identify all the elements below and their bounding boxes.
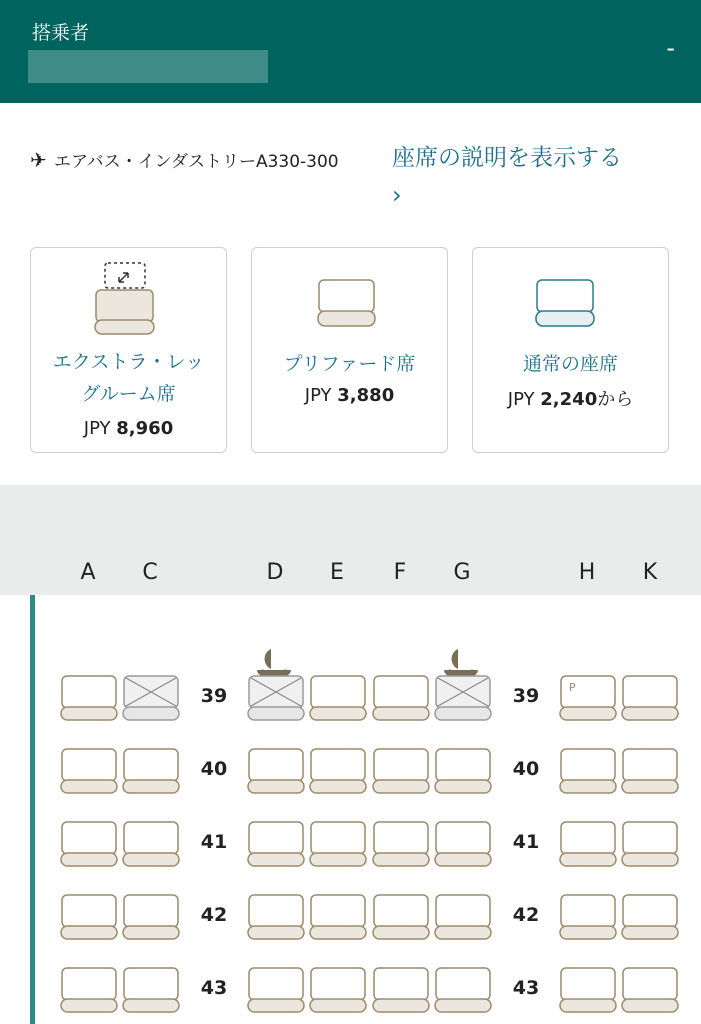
column-label: E bbox=[330, 560, 344, 585]
seat-43A[interactable] bbox=[60, 937, 118, 1017]
passenger-header[interactable] bbox=[0, 0, 701, 103]
seat-43G[interactable] bbox=[434, 937, 492, 1017]
seat-40K[interactable] bbox=[621, 718, 679, 798]
card-amount: 8,960 bbox=[116, 418, 174, 439]
card-currency: JPY bbox=[83, 418, 111, 439]
seat-39C bbox=[122, 645, 180, 725]
seat-39D bbox=[247, 645, 305, 725]
row-number: 41 bbox=[200, 831, 228, 853]
seat-43E[interactable] bbox=[309, 937, 367, 1017]
seat-type-card-extra-legroom[interactable] bbox=[30, 247, 227, 453]
seat-42H[interactable] bbox=[559, 864, 617, 944]
seat-label: P bbox=[569, 681, 576, 694]
row-number: 39 bbox=[512, 685, 540, 707]
seat-40D[interactable] bbox=[247, 718, 305, 798]
standard-seat-icon bbox=[473, 248, 670, 348]
chevron-right-icon: › bbox=[392, 181, 402, 209]
seat-42G[interactable] bbox=[434, 864, 492, 944]
column-label: D bbox=[266, 560, 284, 585]
seat-43K[interactable] bbox=[621, 937, 679, 1017]
seat-42A[interactable] bbox=[60, 864, 118, 944]
card-title: プリファード席 bbox=[283, 353, 416, 375]
seat-42D[interactable] bbox=[247, 864, 305, 944]
card-title-line2: グルーム席 bbox=[81, 383, 176, 405]
aircraft-name: エアバス・インダストリーA330-300 bbox=[54, 152, 339, 172]
seat-42F[interactable] bbox=[372, 864, 430, 944]
seat-39K[interactable] bbox=[621, 645, 679, 725]
seat-40E[interactable] bbox=[309, 718, 367, 798]
row-number: 40 bbox=[512, 758, 540, 780]
seat-40G[interactable] bbox=[434, 718, 492, 798]
collapse-toggle[interactable]: - bbox=[666, 34, 675, 62]
seat-39F[interactable] bbox=[372, 645, 430, 725]
aircraft-info bbox=[30, 140, 375, 182]
seat-42E[interactable] bbox=[309, 864, 367, 944]
seat-40F[interactable] bbox=[372, 718, 430, 798]
column-label: A bbox=[80, 560, 96, 585]
card-title: 通常の座席 bbox=[522, 353, 618, 375]
expand-icon bbox=[119, 273, 128, 282]
plane-icon: ✈ bbox=[30, 148, 47, 172]
seat-42C[interactable] bbox=[122, 864, 180, 944]
seat-43D[interactable] bbox=[247, 937, 305, 1017]
bassinet-icon bbox=[444, 649, 478, 679]
seat-39G bbox=[434, 645, 492, 725]
seat-42K[interactable] bbox=[621, 864, 679, 944]
seat-40H[interactable] bbox=[559, 718, 617, 798]
column-label: F bbox=[393, 560, 407, 585]
cabin-section-bar bbox=[30, 595, 35, 1024]
card-price bbox=[473, 385, 668, 411]
seat-41C[interactable] bbox=[122, 791, 180, 871]
row-number: 43 bbox=[200, 977, 228, 999]
seat-39H[interactable] bbox=[559, 645, 617, 725]
seat-legend-link[interactable] bbox=[392, 138, 682, 212]
preferred-seat-icon bbox=[252, 248, 449, 348]
seat-legend-link-label: 座席の説明を表示する bbox=[392, 145, 622, 171]
seat-43H[interactable] bbox=[559, 937, 617, 1017]
seat-41A[interactable] bbox=[60, 791, 118, 871]
seat-41H[interactable] bbox=[559, 791, 617, 871]
passenger-label: 搭乗者 bbox=[32, 22, 90, 44]
column-label: C bbox=[142, 560, 158, 585]
card-suffix: から bbox=[597, 389, 634, 410]
seat-40A[interactable] bbox=[60, 718, 118, 798]
row-number: 42 bbox=[200, 904, 228, 926]
seat-39E[interactable] bbox=[309, 645, 367, 725]
seat-43C[interactable] bbox=[122, 937, 180, 1017]
column-label: K bbox=[642, 560, 658, 585]
card-amount: 2,240 bbox=[540, 389, 598, 410]
seat-41F[interactable] bbox=[372, 791, 430, 871]
card-currency: JPY bbox=[304, 385, 332, 406]
passenger-name-redacted bbox=[28, 50, 268, 83]
seat-type-card-standard[interactable] bbox=[472, 247, 669, 453]
seat-41E[interactable] bbox=[309, 791, 367, 871]
card-currency: JPY bbox=[507, 389, 535, 410]
column-label: G bbox=[453, 560, 471, 585]
seat-41D[interactable] bbox=[247, 791, 305, 871]
row-number: 41 bbox=[512, 831, 540, 853]
row-number: 40 bbox=[200, 758, 228, 780]
card-title-line1: エクストラ・レッ bbox=[52, 351, 205, 373]
seat-39A[interactable] bbox=[60, 645, 118, 725]
bassinet-icon bbox=[257, 649, 291, 679]
seat-type-card-preferred[interactable] bbox=[251, 247, 448, 453]
extra-legroom-seat-icon bbox=[31, 248, 228, 348]
card-price bbox=[252, 385, 447, 406]
card-amount: 3,880 bbox=[337, 385, 395, 406]
row-number: 39 bbox=[200, 685, 228, 707]
seat-41G[interactable] bbox=[434, 791, 492, 871]
seat-40C[interactable] bbox=[122, 718, 180, 798]
card-price bbox=[31, 418, 226, 439]
seat-43F[interactable] bbox=[372, 937, 430, 1017]
row-number: 42 bbox=[512, 904, 540, 926]
column-label: H bbox=[578, 560, 596, 585]
seat-41K[interactable] bbox=[621, 791, 679, 871]
row-number: 43 bbox=[512, 977, 540, 999]
